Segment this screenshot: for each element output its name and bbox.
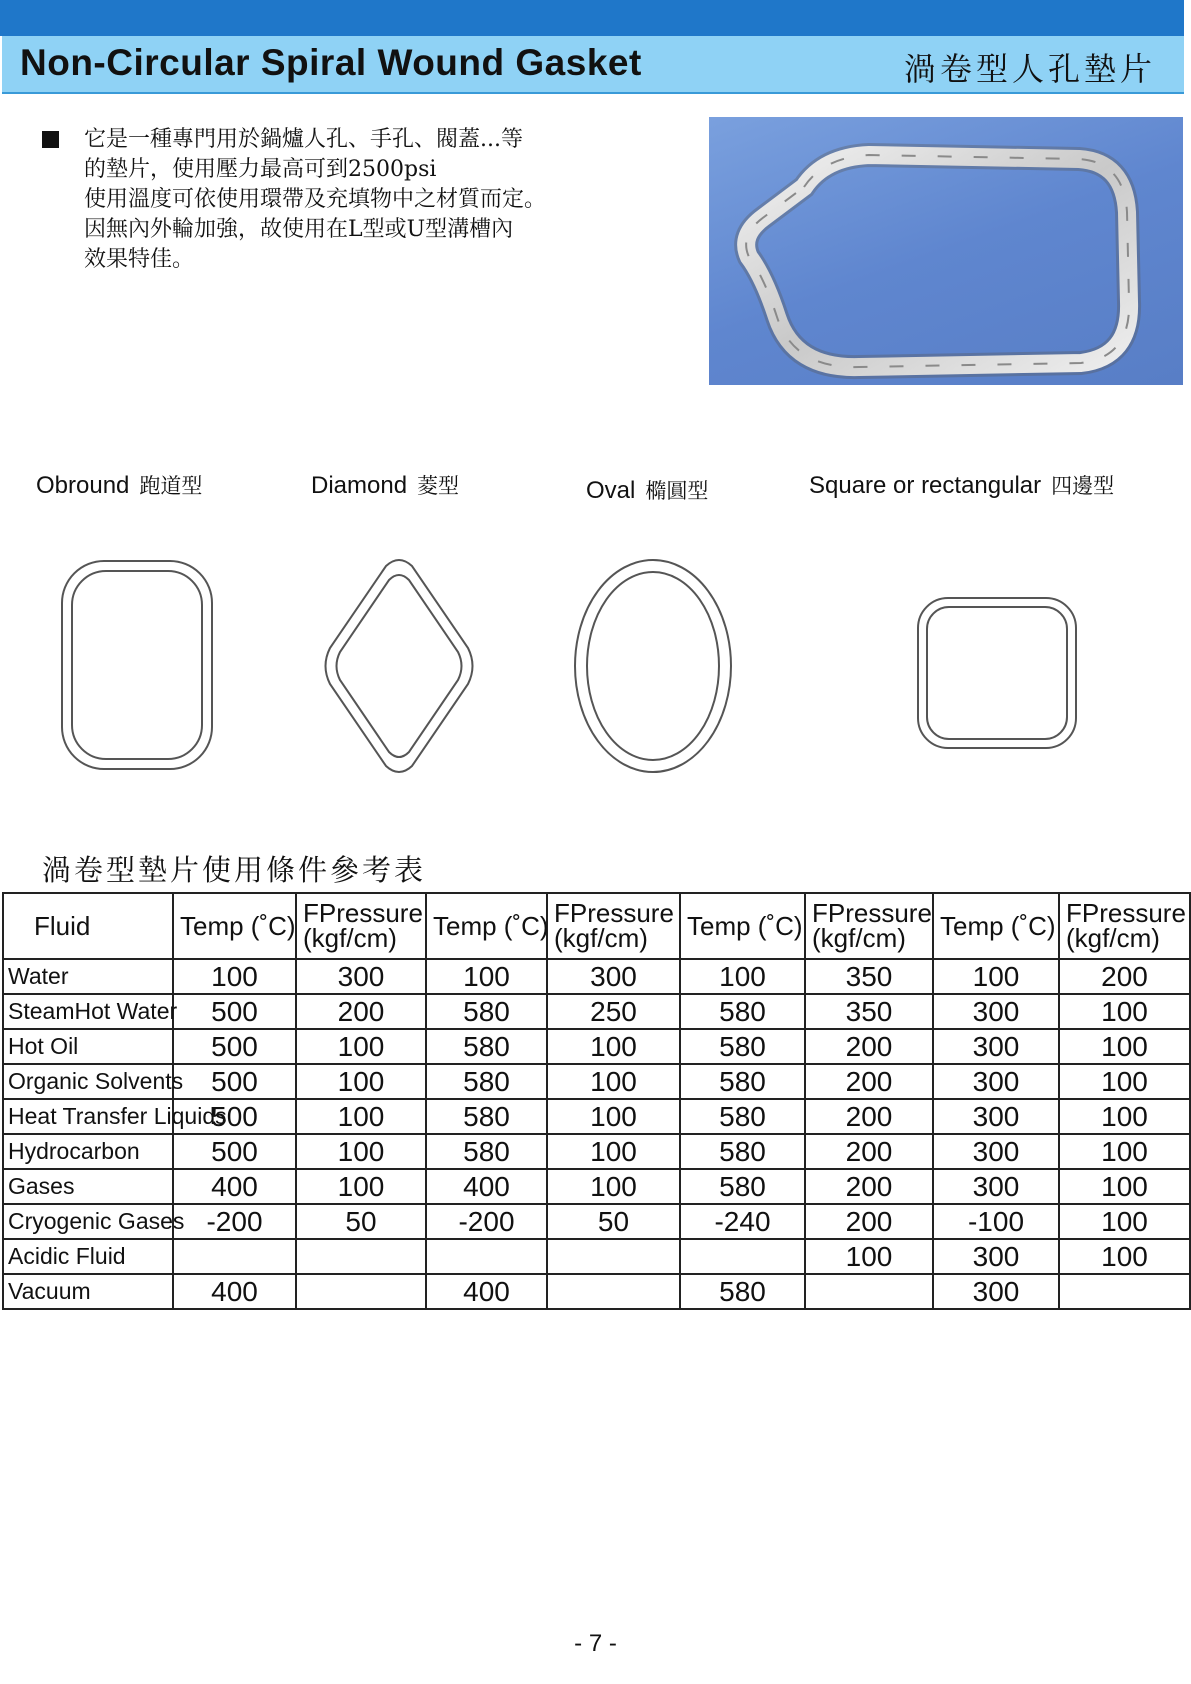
pressure-cell: 100 bbox=[1059, 994, 1190, 1029]
pressure-cell: 100 bbox=[547, 1064, 680, 1099]
temp-cell: 400 bbox=[426, 1274, 547, 1309]
conditions-table bbox=[2, 892, 1191, 1310]
gasket-photo-drawing bbox=[709, 117, 1183, 385]
temp-cell: 100 bbox=[680, 959, 805, 994]
shape-name-zh: 四邊型 bbox=[1051, 474, 1115, 498]
pressure-cell: 100 bbox=[1059, 1204, 1190, 1239]
intro-line: 因無內外輪加強，故使用在L型或U型溝槽內 bbox=[84, 217, 514, 242]
pressure-cell: 250 bbox=[547, 994, 680, 1029]
table-row bbox=[3, 1204, 1190, 1239]
obround-shape-drawing bbox=[56, 555, 218, 775]
shape-label-diamond bbox=[311, 470, 459, 500]
pressure-cell: 200 bbox=[805, 1064, 933, 1099]
temp-cell: 500 bbox=[173, 1029, 296, 1064]
bullet-square-icon bbox=[42, 131, 59, 148]
pressure-cell bbox=[296, 1274, 426, 1309]
pressure-cell: 100 bbox=[547, 1169, 680, 1204]
pressure-cell bbox=[547, 1274, 680, 1309]
pressure-cell: 300 bbox=[296, 959, 426, 994]
temp-cell: 100 bbox=[426, 959, 547, 994]
temp-cell bbox=[426, 1239, 547, 1274]
pressure-cell: 200 bbox=[805, 1029, 933, 1064]
shape-label-obround bbox=[36, 470, 202, 500]
table-row bbox=[3, 1029, 1190, 1064]
temp-cell: 300 bbox=[933, 1099, 1059, 1134]
table-row bbox=[3, 994, 1190, 1029]
header-pressure bbox=[1059, 893, 1190, 959]
fluid-cell: Water bbox=[3, 959, 173, 994]
pressure-cell: 200 bbox=[805, 1204, 933, 1239]
pressure-cell: 50 bbox=[547, 1204, 680, 1239]
temp-cell: 300 bbox=[933, 1029, 1059, 1064]
temp-cell: 300 bbox=[933, 1064, 1059, 1099]
table-header-row bbox=[3, 893, 1190, 959]
header-pressure bbox=[805, 893, 933, 959]
shape-name-en: Square or rectangular bbox=[809, 472, 1042, 499]
temp-cell: 300 bbox=[933, 1274, 1059, 1309]
temp-cell: 580 bbox=[680, 1169, 805, 1204]
temp-cell: 300 bbox=[933, 1239, 1059, 1274]
table-row bbox=[3, 1134, 1190, 1169]
oval-shape-drawing bbox=[570, 555, 736, 777]
fluid-cell: Cryogenic Gases bbox=[3, 1204, 173, 1239]
pressure-cell: 100 bbox=[1059, 1064, 1190, 1099]
pressure-cell: 100 bbox=[296, 1134, 426, 1169]
temp-cell: 580 bbox=[680, 1029, 805, 1064]
header-pressure-line2: (kgf/cm) bbox=[554, 923, 648, 953]
temp-cell: 580 bbox=[426, 994, 547, 1029]
fluid-cell: Acidic Fluid bbox=[3, 1239, 173, 1274]
temp-cell: 580 bbox=[426, 1134, 547, 1169]
header-pressure-line1: FPressure bbox=[303, 898, 423, 928]
intro-line: 它是一種專門用於鍋爐人孔、手孔、閥蓋...等 bbox=[84, 127, 523, 152]
temp-cell: 500 bbox=[173, 1099, 296, 1134]
pressure-cell: 50 bbox=[296, 1204, 426, 1239]
temp-cell: 580 bbox=[426, 1064, 547, 1099]
temp-cell: 100 bbox=[173, 959, 296, 994]
temp-cell: 580 bbox=[680, 1064, 805, 1099]
header-pressure-line1: FPressure bbox=[1066, 898, 1186, 928]
gasket-photo bbox=[709, 117, 1183, 385]
header-pressure-line2: (kgf/cm) bbox=[303, 923, 397, 953]
pressure-cell: 200 bbox=[805, 1099, 933, 1134]
table-row bbox=[3, 1099, 1190, 1134]
intro-line: 效果特佳。 bbox=[84, 247, 195, 272]
pressure-cell: 200 bbox=[805, 1134, 933, 1169]
pressure-cell: 100 bbox=[296, 1029, 426, 1064]
shape-label-square bbox=[809, 470, 1114, 500]
table-row bbox=[3, 1274, 1190, 1309]
pressure-cell: 100 bbox=[296, 1169, 426, 1204]
fluid-cell: SteamHot Water bbox=[3, 994, 173, 1029]
table-row bbox=[3, 1239, 1190, 1274]
top-color-bar bbox=[0, 0, 1184, 36]
temp-cell: -200 bbox=[426, 1204, 547, 1239]
shape-name-zh: 菱型 bbox=[417, 474, 460, 498]
table-row bbox=[3, 959, 1190, 994]
header-pressure-line1: FPressure bbox=[812, 898, 932, 928]
pressure-cell: 200 bbox=[805, 1169, 933, 1204]
fluid-cell: Heat Transfer Liquids bbox=[3, 1099, 173, 1134]
table-row bbox=[3, 1169, 1190, 1204]
pressure-cell: 350 bbox=[805, 959, 933, 994]
pressure-cell: 300 bbox=[547, 959, 680, 994]
shape-name-en: Oval bbox=[586, 477, 636, 504]
pressure-cell bbox=[547, 1239, 680, 1274]
temp-cell: 580 bbox=[680, 1099, 805, 1134]
fluid-cell: Hydrocarbon bbox=[3, 1134, 173, 1169]
fluid-cell: Hot Oil bbox=[3, 1029, 173, 1064]
shape-name-zh: 跑道型 bbox=[139, 474, 203, 498]
header-temp: Temp (˚C) bbox=[173, 893, 296, 959]
temp-cell: -200 bbox=[173, 1204, 296, 1239]
temp-cell: 500 bbox=[173, 1064, 296, 1099]
pressure-cell: 100 bbox=[1059, 1134, 1190, 1169]
shape-name-en: Diamond bbox=[311, 472, 408, 499]
table-title: 渦卷型墊片使用條件參考表 bbox=[42, 853, 427, 887]
intro-line: 的墊片，使用壓力最高可到2500psi bbox=[84, 157, 437, 182]
temp-cell: 300 bbox=[933, 994, 1059, 1029]
shape-label-oval bbox=[586, 475, 708, 505]
shape-name-zh: 橢圓型 bbox=[645, 479, 709, 503]
temp-cell: 500 bbox=[173, 994, 296, 1029]
pressure-cell bbox=[296, 1239, 426, 1274]
temp-cell bbox=[680, 1239, 805, 1274]
pressure-cell: 100 bbox=[296, 1064, 426, 1099]
pressure-cell: 100 bbox=[296, 1099, 426, 1134]
pressure-cell: 100 bbox=[805, 1239, 933, 1274]
header-pressure-line2: (kgf/cm) bbox=[812, 923, 906, 953]
header-pressure bbox=[547, 893, 680, 959]
pressure-cell: 350 bbox=[805, 994, 933, 1029]
temp-cell: 400 bbox=[426, 1169, 547, 1204]
temp-cell: 580 bbox=[680, 1134, 805, 1169]
page-title-chinese: 渦卷型人孔墊片 bbox=[903, 50, 1156, 88]
diamond-shape-drawing bbox=[316, 556, 482, 776]
pressure-cell: 200 bbox=[1059, 959, 1190, 994]
temp-cell: -100 bbox=[933, 1204, 1059, 1239]
shape-name-en: Obround bbox=[36, 472, 130, 499]
title-band bbox=[2, 36, 1184, 94]
temp-cell: 500 bbox=[173, 1134, 296, 1169]
header-temp: Temp (˚C) bbox=[426, 893, 547, 959]
pressure-cell bbox=[805, 1274, 933, 1309]
temp-cell: 400 bbox=[173, 1169, 296, 1204]
header-fluid: Fluid bbox=[3, 893, 173, 959]
temp-cell: 580 bbox=[680, 1274, 805, 1309]
header-pressure-line1: FPressure bbox=[554, 898, 674, 928]
temp-cell: 580 bbox=[426, 1099, 547, 1134]
temp-cell bbox=[173, 1239, 296, 1274]
fluid-cell: Organic Solvents bbox=[3, 1064, 173, 1099]
pressure-cell: 100 bbox=[1059, 1099, 1190, 1134]
temp-cell: -240 bbox=[680, 1204, 805, 1239]
table-row bbox=[3, 1064, 1190, 1099]
pressure-cell: 100 bbox=[547, 1029, 680, 1064]
fluid-cell: Vacuum bbox=[3, 1274, 173, 1309]
pressure-cell: 100 bbox=[1059, 1029, 1190, 1064]
pressure-cell: 100 bbox=[547, 1099, 680, 1134]
pressure-cell: 100 bbox=[547, 1134, 680, 1169]
header-temp: Temp (˚C) bbox=[933, 893, 1059, 959]
pressure-cell: 200 bbox=[296, 994, 426, 1029]
fluid-cell: Gases bbox=[3, 1169, 173, 1204]
temp-cell: 300 bbox=[933, 1134, 1059, 1169]
temp-cell: 300 bbox=[933, 1169, 1059, 1204]
table-body bbox=[3, 959, 1190, 1309]
header-pressure-line2: (kgf/cm) bbox=[1066, 923, 1160, 953]
temp-cell: 580 bbox=[680, 994, 805, 1029]
temp-cell: 400 bbox=[173, 1274, 296, 1309]
pressure-cell: 100 bbox=[1059, 1239, 1190, 1274]
pressure-cell bbox=[1059, 1274, 1190, 1309]
page-number: - 7 - bbox=[574, 1630, 617, 1657]
page-title: Non-Circular Spiral Wound Gasket bbox=[20, 42, 642, 83]
intro-line: 使用溫度可依使用環帶及充填物中之材質而定。 bbox=[84, 187, 547, 212]
temp-cell: 100 bbox=[933, 959, 1059, 994]
intro-paragraph bbox=[42, 125, 672, 275]
header-temp: Temp (˚C) bbox=[680, 893, 805, 959]
header-pressure bbox=[296, 893, 426, 959]
temp-cell: 580 bbox=[426, 1029, 547, 1064]
square-shape-drawing bbox=[914, 594, 1080, 752]
pressure-cell: 100 bbox=[1059, 1169, 1190, 1204]
